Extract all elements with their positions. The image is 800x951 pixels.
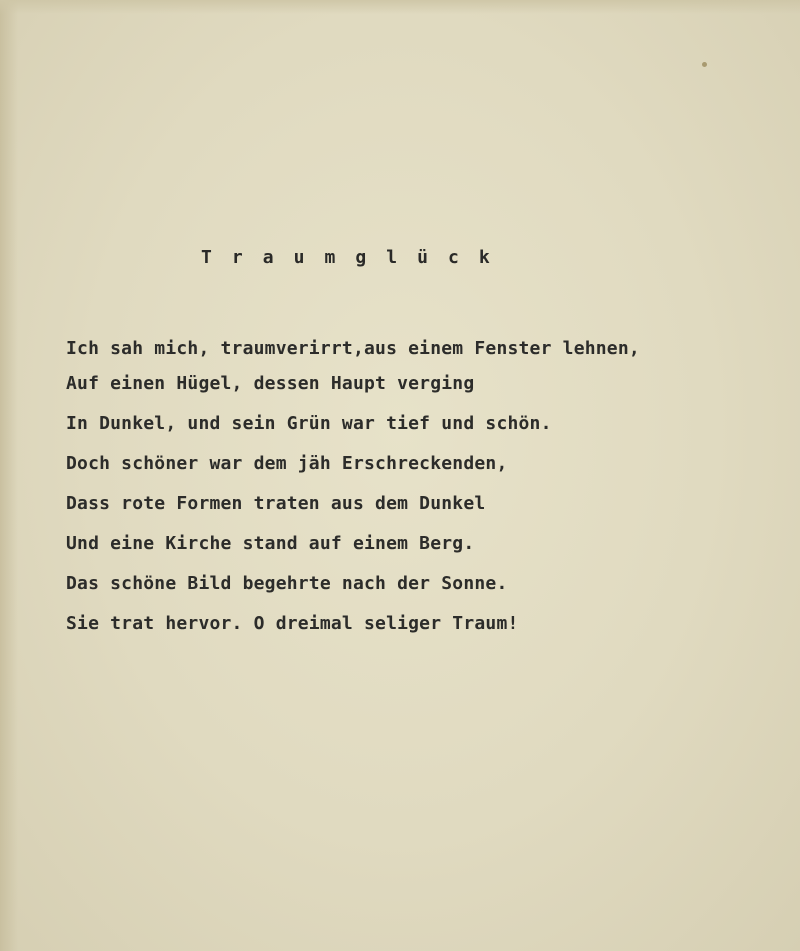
poem-line-4: Doch schöner war dem jäh Erschreckenden,: [66, 453, 508, 474]
poem-title: T r a u m g l ü c k: [201, 247, 495, 268]
poem-line-5: Dass rote Formen traten aus dem Dunkel: [66, 493, 486, 514]
poem-line-1: Ich sah mich, traumverirrt,aus einem Fenster lehnen,: [66, 338, 640, 359]
poem-line-6: Und eine Kirche stand auf einem Berg.: [66, 533, 475, 554]
poem-line-8: Sie trat hervor. O dreimal seliger Traum!: [66, 613, 519, 634]
paper-speck: [702, 62, 707, 67]
page-edge-shadow: [0, 0, 18, 951]
page-top-shadow: [0, 0, 800, 14]
poem-line-7: Das schöne Bild begehrte nach der Sonne.: [66, 573, 508, 594]
poem-line-3: In Dunkel, und sein Grün war tief und schön.: [66, 413, 552, 434]
poem-line-2: Auf einen Hügel, dessen Haupt verging: [66, 373, 475, 394]
